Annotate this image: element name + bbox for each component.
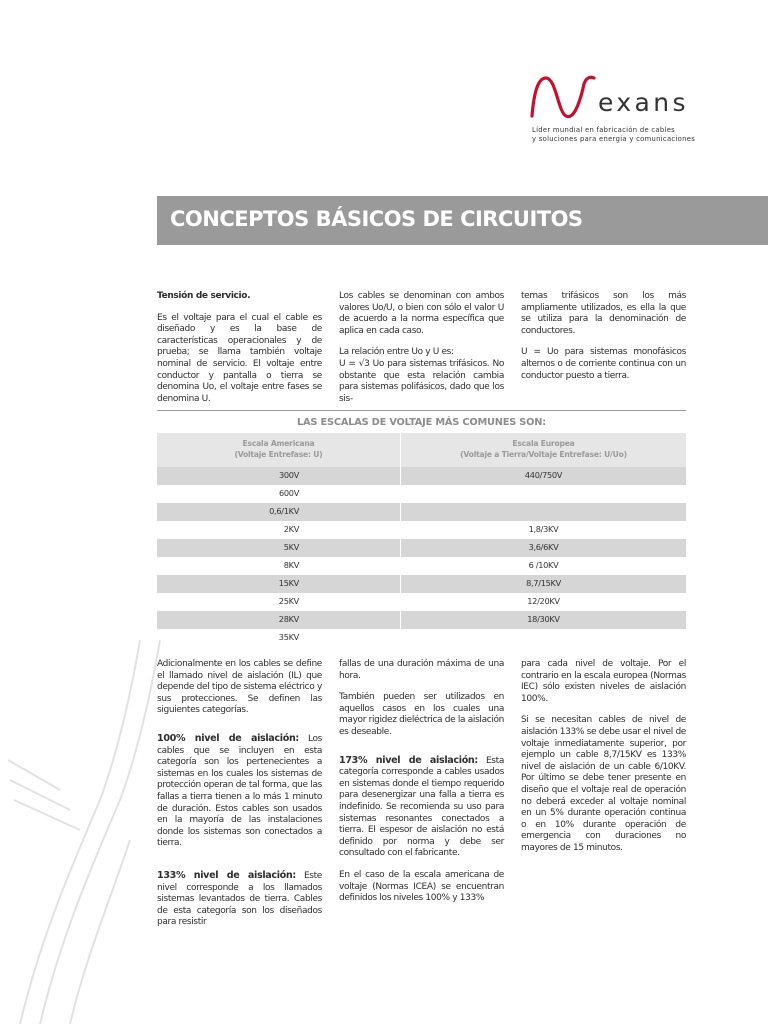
section-heading-tension: Tensión de servicio. — [157, 291, 251, 301]
cell-european-voltage: 6 /10KV — [528, 560, 559, 570]
column-header-european-title: Escala Europea — [512, 439, 575, 448]
column-header-european-subtitle: (Voltaje a Tierra/Voltaje Entrefase: U/Uo) — [460, 450, 627, 459]
table-row — [157, 557, 686, 575]
heading-133-percent: 133% nivel de aislación: — [157, 869, 296, 881]
heading-173-percent: 173% nivel de aislación: — [339, 754, 478, 766]
cell-european-voltage: 3,6/6KV — [528, 542, 559, 552]
column-divider — [400, 503, 401, 521]
paragraph-100-text: Los cables que se incluyen en esta categoría son los pertenecientes a sistemas en los cuales los sistemas de protección operan de tal forma, que las fallas a tierra tienen a lo más 1 minuto de duración. Estos cables son usados en la mayoría de las instalaciones donde los sistemas son conectados a tierra. — [157, 733, 322, 849]
table-row — [157, 611, 686, 629]
paragraph: fallas de una duración máxima de una hora. — [339, 659, 504, 681]
brand-wordmark: exans — [598, 88, 689, 117]
table-header — [157, 433, 686, 467]
body-column-2 — [339, 659, 504, 915]
paragraph: temas trifásicos son los más ampliamente utilizados, es ella la que se utiliza para la denominación de conductores. — [521, 291, 686, 336]
paragraph: Si se necesitan cables de nivel de aislación 133% se debe usar el nivel de voltaje inmediatamente superior, por ejemplo un cable 8,7/15KV es 133% nivel de aislación de un cable 6/10KV. Por último se debe tener presente en diseño que el voltaje real de operación no deberá exceder al voltaje nominal en un 5% durante operación continua o en 10% durante operación de emergencia con duraciones no mayores de 15 minutos. — [521, 715, 686, 853]
cell-european-voltage: 440/750V — [524, 470, 563, 480]
table-title: LAS ESCALAS DE VOLTAJE MÁS COMUNES SON: — [296, 417, 547, 428]
paragraph: para cada nivel de voltaje. Por el contrario en la escala europea (Normas IEC) sólo existen niveles de aislación 100%. — [521, 659, 686, 704]
paragraph-100 — [157, 733, 322, 850]
table-top-rule — [157, 410, 686, 411]
table-body — [157, 467, 686, 647]
brand-tagline-line-1: Líder mundial en fabricación de cables — [532, 126, 676, 134]
cell-european-voltage: 12/20KV — [527, 596, 560, 606]
intro-column-2 — [339, 291, 504, 415]
brand-tagline-line-2: y soluciones para energía y comunicaciones — [532, 134, 696, 143]
column-divider — [400, 629, 401, 647]
cell-american-voltage: 28KV — [278, 614, 299, 624]
column-header-american-title: Escala Americana — [242, 439, 315, 448]
cell-european-voltage: 18/30KV — [527, 614, 560, 624]
cell-european-voltage: 1,8/3KV — [528, 524, 559, 534]
paragraph: U = √3 Uo para sistemas trifásicos. No obstante que esta relación cambia para sistemas polifásicos, dado que los sis- — [339, 358, 504, 404]
paragraph-173 — [339, 755, 504, 860]
cell-american-voltage: 8KV — [283, 560, 299, 570]
cell-american-voltage: 0,6/1KV — [269, 506, 299, 516]
table-row — [157, 629, 686, 647]
intro-column-3 — [521, 291, 686, 392]
column-header-american — [157, 438, 400, 460]
table-row — [157, 521, 686, 539]
paragraph-133 — [157, 870, 322, 929]
paragraph: También pueden ser utilizados en aquellos casos en los cuales una mayor rigidez dieléctrica de la aislación es deseable. — [339, 692, 504, 737]
column-header-american-subtitle: (Voltaje Entrefase: U) — [234, 450, 323, 459]
paragraph: U = Uo para sistemas monofásicos alternos o de corriente continua con un conductor puesto a tierra. — [521, 347, 686, 381]
cell-european-voltage: 8,7/15KV — [526, 578, 561, 588]
table-row — [157, 575, 686, 593]
table-row — [157, 539, 686, 557]
page-title: CONCEPTOS BÁSICOS DE CIRCUITOS — [170, 207, 583, 231]
table-row — [157, 485, 686, 503]
cell-american-voltage: 300V — [278, 470, 299, 480]
paragraph: Es el voltaje para el cual el cable es diseñado y es la base de características operacionales y de prueba; se llama también voltaje nominal de servicio. El voltaje entre conductor y pantalla o tierra se denomina Uo, el voltaje entre fases se denomina U. — [157, 312, 322, 404]
paragraph-173-text: Esta categoría corresponde a cables usados en sistemas donde el tiempo requerido para desenergizar una falla a tierra es indefinido. Se recomienda su uso para sistemas resonantes conectados a tierra. El espesor de aislación no está definido por norma y debe ser consultado con el fabricante. — [339, 755, 504, 859]
table-row — [157, 503, 686, 521]
cell-american-voltage: 35KV — [278, 632, 299, 642]
table-row — [157, 467, 686, 485]
cell-american-voltage: 5KV — [283, 542, 299, 552]
page-title-bar — [157, 196, 768, 245]
intro-column-1 — [157, 291, 322, 415]
column-divider — [400, 485, 401, 503]
table-row — [157, 593, 686, 611]
cell-american-voltage: 25KV — [278, 596, 299, 606]
column-header-european — [401, 438, 686, 460]
cell-american-voltage: 600V — [278, 488, 299, 498]
cable-watermark-graphic — [0, 640, 170, 1024]
cell-american-voltage: 2KV — [283, 524, 299, 534]
body-column-3 — [521, 659, 686, 865]
paragraph: Los cables se denominan con ambos valores Uo/U, o bien con sólo el valor U de acuerdo a la norma específica que aplica en cada caso. — [339, 291, 504, 336]
nexans-logo — [528, 72, 698, 148]
cell-american-voltage: 15KV — [278, 578, 299, 588]
heading-100-percent: 100% nivel de aislación: — [157, 732, 299, 744]
paragraph: En el caso de la escala americana de voltaje (Normas ICEA) se encuentran definidos los niveles 100% y 133% — [339, 869, 504, 904]
paragraph-133-text: Este nivel corresponde a los llamados sistemas levantados de tierra. Cables de esta categoría son los diseñados para resistir — [157, 870, 322, 928]
paragraph: La relación entre Uo y U es: — [339, 347, 454, 358]
brand-tagline — [532, 126, 702, 143]
paragraph: Adicionalmente en los cables se define el llamado nivel de aislación (IL) que depende del tipo de sistema eléctrico y sus protecciones. Se definen las siguientes categorías. — [157, 659, 322, 716]
nexans-n-logo-mark — [528, 72, 600, 124]
body-column-1 — [157, 659, 322, 939]
